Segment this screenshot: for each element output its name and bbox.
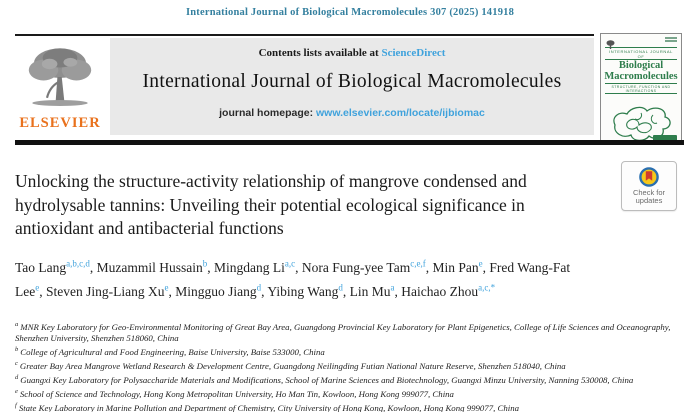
- author-affil-marks: a: [390, 282, 395, 293]
- author: [350, 284, 402, 299]
- affiliation-text: MNR Key Laboratory for Geo-Environmental Monitoring of Great Bay Area, Guangdong Provincial Key Laboratory for Plant Epigenetics, College of Life Sciences and Oceanography, Shenzhen University, Shenzhen 518060, China: [15, 321, 671, 343]
- author-name: Yibing Wang: [267, 284, 339, 299]
- author-affil-marks: a,c,*: [478, 282, 496, 293]
- author-list: [15, 253, 595, 302]
- author: [214, 260, 302, 275]
- author-separator: ,: [261, 284, 268, 299]
- author-name: Mingguo Jiang: [175, 284, 257, 299]
- cover-title: [601, 61, 681, 82]
- crossmark-label: [622, 189, 676, 205]
- author-affil-marks: d: [256, 282, 262, 293]
- elsevier-wordmark: ELSEVIER: [19, 115, 101, 131]
- affiliation-text: School of Science and Technology, Hong Kong Metropolitan University, Ho Man Tin, Kowloon, Hong Kong 999077, China: [19, 388, 454, 399]
- affiliation-text: Guangxi Key Laboratory for Polysaccharide Materials and Modifications, School of Marine Sciences and Biotechnology, Guangxi Minzu University, Nanning 530008, China: [20, 374, 634, 385]
- cover-top-row: [601, 34, 681, 47]
- affiliation-list: [15, 319, 691, 412]
- author-name: Mingdang Li: [214, 259, 285, 275]
- cover-overline: INTERNATIONAL JOURNAL OF: [605, 47, 677, 60]
- author-name: Muzammil Hussain: [96, 259, 203, 275]
- affiliation-marker: b: [15, 345, 19, 353]
- author-separator: ,: [168, 284, 176, 299]
- contents-line: [110, 38, 594, 59]
- elsevier-tree-icon: [14, 40, 106, 114]
- author: [267, 284, 349, 299]
- author: [302, 260, 433, 275]
- journal-cover-thumbnail[interactable]: [600, 33, 682, 145]
- author-name: Min Pan: [432, 259, 479, 275]
- crossmark-icon: [638, 166, 660, 188]
- author-affil-marks: a,c: [284, 258, 296, 268]
- homepage-line: [110, 107, 594, 119]
- masthead-banner: [110, 38, 594, 135]
- journal-citation-line: International Journal of Biological Macromolecules 307 (2025) 141918: [185, 7, 515, 18]
- author-separator: ,: [394, 284, 402, 299]
- cover-volume-lines: [665, 37, 677, 43]
- affiliation-marker: a: [15, 321, 19, 328]
- author-separator: ,: [39, 284, 46, 299]
- author-affil-marks: e: [164, 282, 169, 293]
- check-for-updates-badge[interactable]: [621, 161, 677, 211]
- author-separator: ,: [207, 259, 215, 275]
- author-name: Haichao Zhou: [401, 284, 479, 299]
- author-affil-marks: a,b,c,d: [66, 258, 90, 268]
- top-rule: [15, 34, 594, 36]
- crossmark-label-line1: Check for: [632, 188, 666, 197]
- sciencedirect-link[interactable]: ScienceDirect: [381, 47, 446, 59]
- author-name: Steven Jing-Liang Xu: [45, 284, 165, 299]
- author-separator: ,: [342, 284, 350, 299]
- author: [46, 284, 175, 299]
- affiliation: [15, 400, 691, 412]
- author-name: Tao Lang: [15, 259, 67, 275]
- author-separator: ,: [295, 259, 302, 275]
- affiliation-text: College of Agricultural and Food Engineering, Baise University, Baise 533000, China: [20, 346, 325, 357]
- author-name: Fred Wang-Fat Lee: [15, 259, 571, 299]
- affiliation: [15, 344, 691, 358]
- author-name: Lin Mu: [349, 284, 391, 299]
- elsevier-logo: [14, 40, 106, 132]
- author-affil-marks: c,e,f: [410, 258, 426, 268]
- author-name: Nora Fung-yee Tam: [301, 259, 411, 275]
- affiliation-marker: d: [15, 373, 19, 381]
- affiliation: [15, 386, 691, 400]
- homepage-prefix: journal homepage:: [219, 107, 316, 119]
- journal-title: International Journal of Biological Macromolecules: [142, 71, 562, 92]
- cover-subtitle: STRUCTURE, FUNCTION AND INTERACTIONS: [605, 83, 677, 94]
- cover-title-line1: Biological: [618, 60, 664, 71]
- affiliation-marker: f: [15, 401, 17, 409]
- author-separator: ,: [425, 259, 433, 275]
- cover-title-line2: Macromolecules: [604, 70, 678, 82]
- author: [401, 284, 495, 299]
- separator-rule: [15, 140, 684, 145]
- author: [432, 260, 489, 275]
- author-affil-marks: b: [202, 258, 208, 268]
- author: [97, 260, 214, 275]
- affiliation: [15, 358, 691, 372]
- author: [15, 260, 97, 275]
- affiliation-text: Greater Bay Area Mangrove Wetland Research & Development Centre, Guangdong Neilingding Futian National Nature Reserve, Shenzhen 518040, China: [19, 360, 566, 371]
- affiliation-marker: c: [15, 359, 18, 367]
- affiliation-text: State Key Laboratory in Marine Pollution and Department of Chemistry, City University of Hong Kong, Kowloon, Hong Kong 999077, China: [18, 402, 519, 412]
- author-affil-marks: e: [478, 258, 483, 268]
- author-affil-marks: d: [338, 282, 343, 293]
- article-title: Unlocking the structure-activity relationship of mangrove condensed and hydrolysable tannins: Unveiling their potential ecological significance in antioxidant and antibacterial functions: [15, 171, 527, 238]
- author-separator: ,: [482, 259, 490, 275]
- affiliation: [15, 372, 691, 386]
- affiliation: [15, 319, 691, 344]
- author: [175, 284, 267, 299]
- crossmark-label-line2: updates: [635, 196, 663, 205]
- affiliation-marker: e: [15, 387, 18, 395]
- author-separator: ,: [89, 259, 97, 275]
- cover-tree-icon: [606, 37, 615, 55]
- author-affil-marks: e: [35, 282, 40, 293]
- contents-prefix: Contents lists available at: [258, 47, 382, 59]
- homepage-url-link[interactable]: www.elsevier.com/locate/ijbiomac: [315, 107, 485, 119]
